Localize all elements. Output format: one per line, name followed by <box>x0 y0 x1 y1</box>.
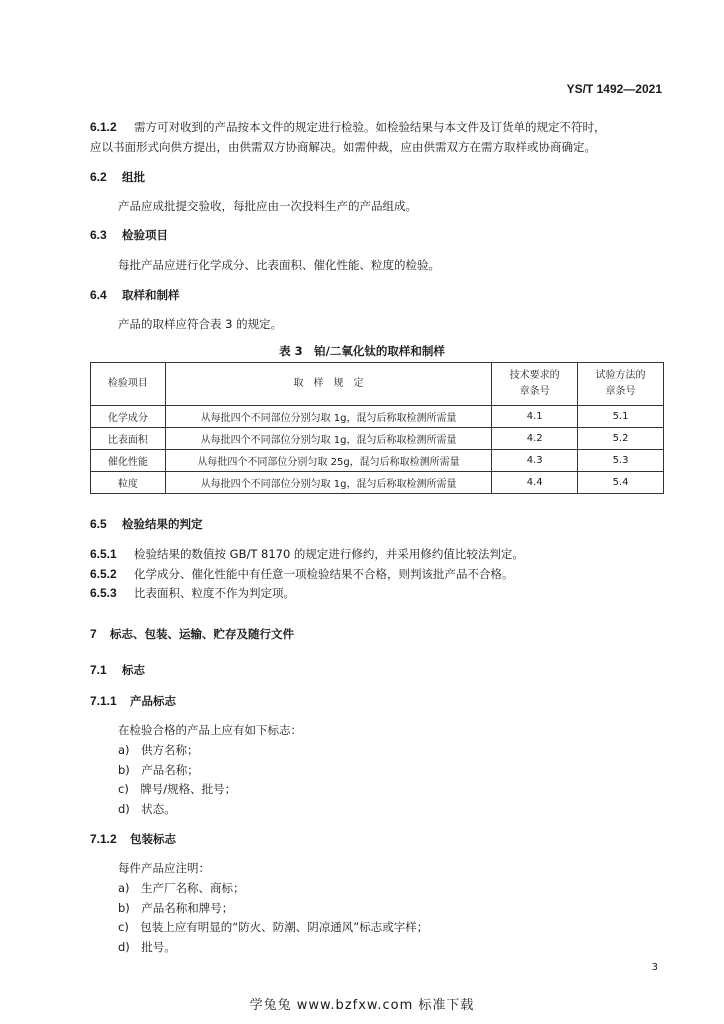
section-title: 产品标志 <box>130 694 176 708</box>
section-text-6-3: 每批产品应进行化学成分、比表面积、催化性能、粒度的检验。 <box>118 258 440 272</box>
section-number: 7.1.2 <box>90 832 117 846</box>
table-header-row <box>91 363 664 406</box>
list-intro: 在检验合格的产品上应有如下标志： <box>118 723 302 737</box>
header-requirement-line2: 章条号 <box>519 386 550 397</box>
section-title: 取样和制样 <box>122 288 180 302</box>
cell-rule: 从每批四个不同部位分别匀取 1g，混匀后称取检测所需量 <box>165 428 491 450</box>
list-item: d) 状态。 <box>118 802 176 816</box>
header-requirement <box>492 363 578 406</box>
cell-method: 5.4 <box>578 472 664 494</box>
section-number: 7.1 <box>90 663 107 677</box>
section-title: 包装标志 <box>130 832 176 846</box>
clause-number: 6.1.2 <box>90 120 117 134</box>
clause-6-5-3 <box>90 586 295 600</box>
header-method <box>578 363 664 406</box>
section-heading-6-2 <box>90 170 145 184</box>
clause-text: 比表面积、粒度不作为判定项。 <box>134 586 295 600</box>
clause-number: 6.5.2 <box>90 567 117 581</box>
header-requirement-line1: 技术要求的 <box>509 370 560 381</box>
cell-item: 催化性能 <box>91 450 166 472</box>
list-item: b) 产品名称； <box>118 763 199 777</box>
clause-6-1-2-line2: 应以书面形式向供方提出，由供需双方协商解决。如需仲裁，应由供需双方在需方取样或协商确定。 <box>90 140 596 154</box>
cell-method: 5.2 <box>578 428 664 450</box>
section-title: 组批 <box>122 170 145 184</box>
cell-requirement: 4.1 <box>492 406 578 428</box>
section-text-6-4: 产品的取样应符合表 3 的规定。 <box>118 317 283 331</box>
section-number: 6.5 <box>90 517 107 531</box>
section-heading-7-1-1 <box>90 694 176 708</box>
cell-requirement: 4.3 <box>492 450 578 472</box>
table-caption: 表 3 铂/二氧化钛的取样和制样 <box>279 344 445 358</box>
table-row <box>91 428 664 450</box>
standard-code: YS/T 1492—2021 <box>566 82 662 96</box>
section-number: 7.1.1 <box>90 694 117 708</box>
list-item: d) 批号。 <box>118 940 176 954</box>
sampling-table <box>90 362 664 494</box>
clause-6-1-2 <box>90 120 606 134</box>
list-item: a) 生产厂名称、商标； <box>118 881 245 895</box>
clause-6-5-1 <box>90 547 524 561</box>
section-number: 6.2 <box>90 170 107 184</box>
section-heading-6-4 <box>90 288 180 302</box>
cell-item: 化学成分 <box>91 406 166 428</box>
section-title: 标志 <box>122 663 145 677</box>
cell-method: 5.1 <box>578 406 664 428</box>
list-intro: 每件产品应注明： <box>118 861 210 875</box>
header-method-line1: 试验方法的 <box>595 370 646 381</box>
cell-requirement: 4.4 <box>492 472 578 494</box>
clause-number: 6.5.3 <box>90 586 117 600</box>
cell-rule: 从每批四个不同部位分别匀取 1g，混匀后称取检测所需量 <box>165 472 491 494</box>
clause-text: 检验结果的数值按 GB/T 8170 的规定进行修约，并采用修约值比较法判定。 <box>134 547 524 561</box>
cell-requirement: 4.2 <box>492 428 578 450</box>
list-item: a) 供方名称； <box>118 743 199 757</box>
section-title: 检验项目 <box>122 228 168 242</box>
section-heading-6-5 <box>90 517 203 531</box>
page-number: 3 <box>651 962 658 973</box>
table-row <box>91 472 664 494</box>
section-heading-6-3 <box>90 228 168 242</box>
cell-rule: 从每批四个不同部位分别匀取 1g，混匀后称取检测所需量 <box>165 406 491 428</box>
section-heading-7-1 <box>90 663 145 677</box>
table-row <box>91 406 664 428</box>
chapter-heading-7 <box>90 627 294 641</box>
section-title: 检验结果的判定 <box>122 517 203 531</box>
header-method-line2: 章条号 <box>605 386 636 397</box>
list-item: c) 包装上应有明显的“防火、防潮、阴凉通风”标志或字样； <box>118 920 429 934</box>
section-number: 6.4 <box>90 288 107 302</box>
list-item: b) 产品名称和牌号； <box>118 901 234 915</box>
header-rule: 取 样 规 定 <box>165 363 491 406</box>
chapter-number: 7 <box>90 627 97 641</box>
cell-method: 5.3 <box>578 450 664 472</box>
cell-item: 粒度 <box>91 472 166 494</box>
clause-number: 6.5.1 <box>90 547 117 561</box>
cell-rule: 从每批四个不同部位分别匀取 25g，混匀后称取检测所需量 <box>165 450 491 472</box>
header-item: 检验项目 <box>91 363 166 406</box>
list-item: c) 牌号/规格、批号； <box>118 782 237 796</box>
clause-text: 化学成分、催化性能中有任意一项检验结果不合格，则判该批产品不合格。 <box>134 567 514 581</box>
section-text-6-2: 产品应成批提交验收，每批应由一次投料生产的产品组成。 <box>118 199 417 213</box>
footer-watermark: 学兔兔 www.bzfxw.com 标准下载 <box>249 998 475 1013</box>
table-row <box>91 450 664 472</box>
cell-item: 比表面积 <box>91 428 166 450</box>
section-number: 6.3 <box>90 228 107 242</box>
clause-6-5-2 <box>90 567 514 581</box>
section-heading-7-1-2 <box>90 832 176 846</box>
clause-text-line1: 需方可对收到的产品按本文件的规定进行检验。如检验结果与本文件及订货单的规定不符时， <box>134 120 606 134</box>
chapter-title: 标志、包装、运输、贮存及随行文件 <box>110 627 294 641</box>
